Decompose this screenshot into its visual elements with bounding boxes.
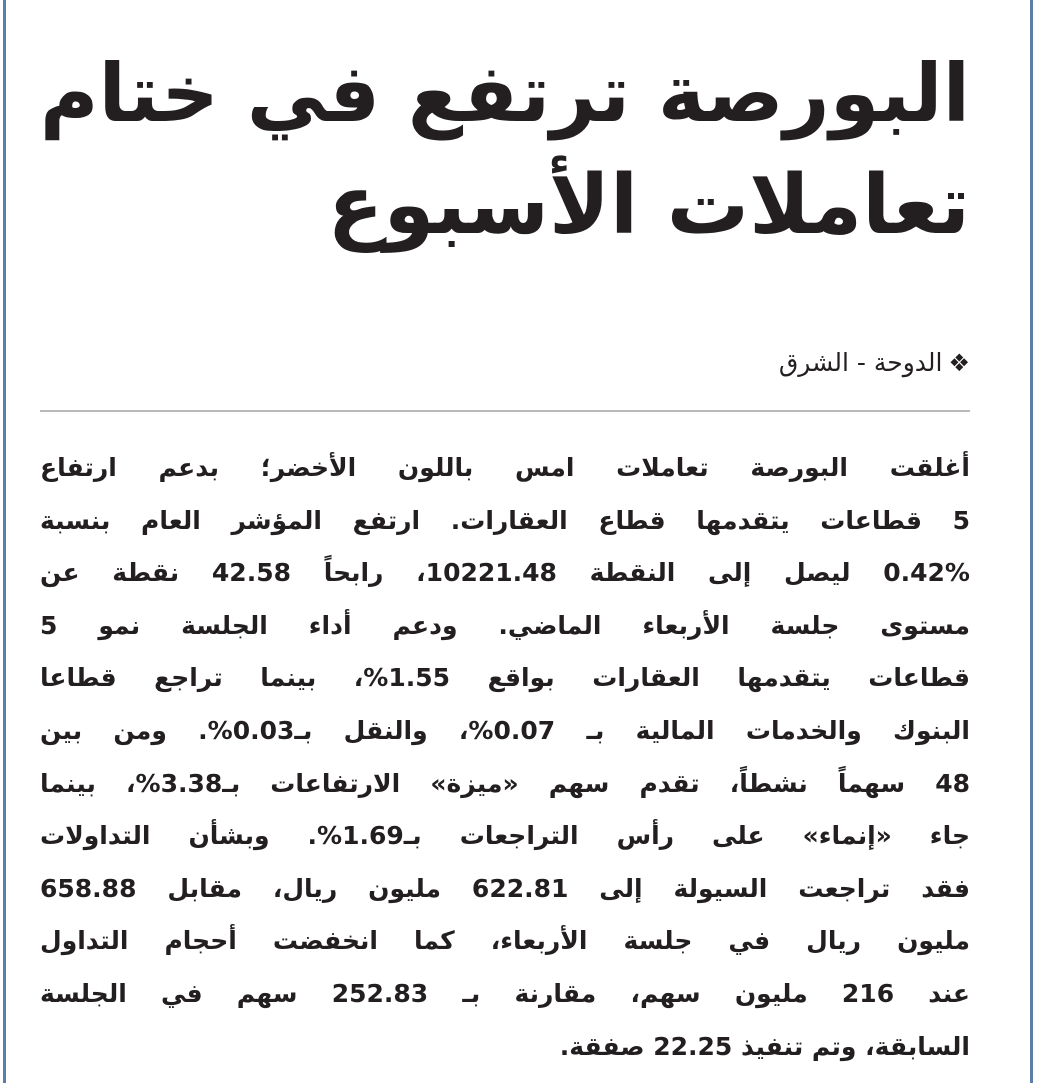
body-line: السابقة، وتم تنفيذ 22.25 صفقة. <box>559 1031 970 1061</box>
body-line: 48 سهماً نشطاً، تقدم سهم «ميزة» الارتفاعات بـ3.38%، بينما <box>40 768 970 798</box>
headline <box>40 38 970 262</box>
dateline-text: الدوحة - الشرق <box>778 348 943 377</box>
body-line: عند 216 مليون سهم، مقارنة بـ 252.83 سهم في الجلسة <box>40 978 970 1008</box>
article <box>40 0 970 1073</box>
body-line: البنوك والخدمات المالية بـ 0.07%، والنقل بـ0.03%. ومن بين <box>40 715 970 745</box>
body-line: قطاعات يتقدمها العقارات بواقع 1.55%، بينما تراجع قطاعا <box>40 663 970 693</box>
body-line: مستوى جلسة الأربعاء الماضي. ودعم أداء الجلسة نمو 5 <box>40 610 970 640</box>
body-line: 0.42% ليصل إلى النقطة 10221.48، رابحاً 42.58 نقطة عن <box>40 558 970 588</box>
dateline <box>40 346 970 380</box>
body-line: جاء «إنماء» على رأس التراجعات بـ1.69%. وبشأن التداولات <box>40 821 970 851</box>
body-line: 5 قطاعات يتقدمها قطاع العقارات. ارتفع المؤشر العام بنسبة <box>40 505 970 535</box>
article-body <box>40 442 970 1073</box>
body-line: مليون ريال في جلسة الأربعاء، كما انخفضت أحجام التداول <box>40 926 970 956</box>
headline-line-2: تعاملات الأسبوع <box>327 158 970 253</box>
body-line: أغلقت البورصة تعاملات امس باللون الأخضر؛ بدعم ارتفاع <box>40 453 970 482</box>
left-border-rule <box>3 0 6 1083</box>
section-divider <box>40 410 970 412</box>
headline-line-1: البورصة ترتفع في ختام <box>39 47 970 140</box>
body-line: فقد تراجعت السيولة إلى 622.81 مليون ريال، مقابل 658.88 <box>40 873 970 903</box>
diamond-bullet-icon: ❖ <box>948 349 970 377</box>
right-border-rule <box>1030 0 1033 1083</box>
